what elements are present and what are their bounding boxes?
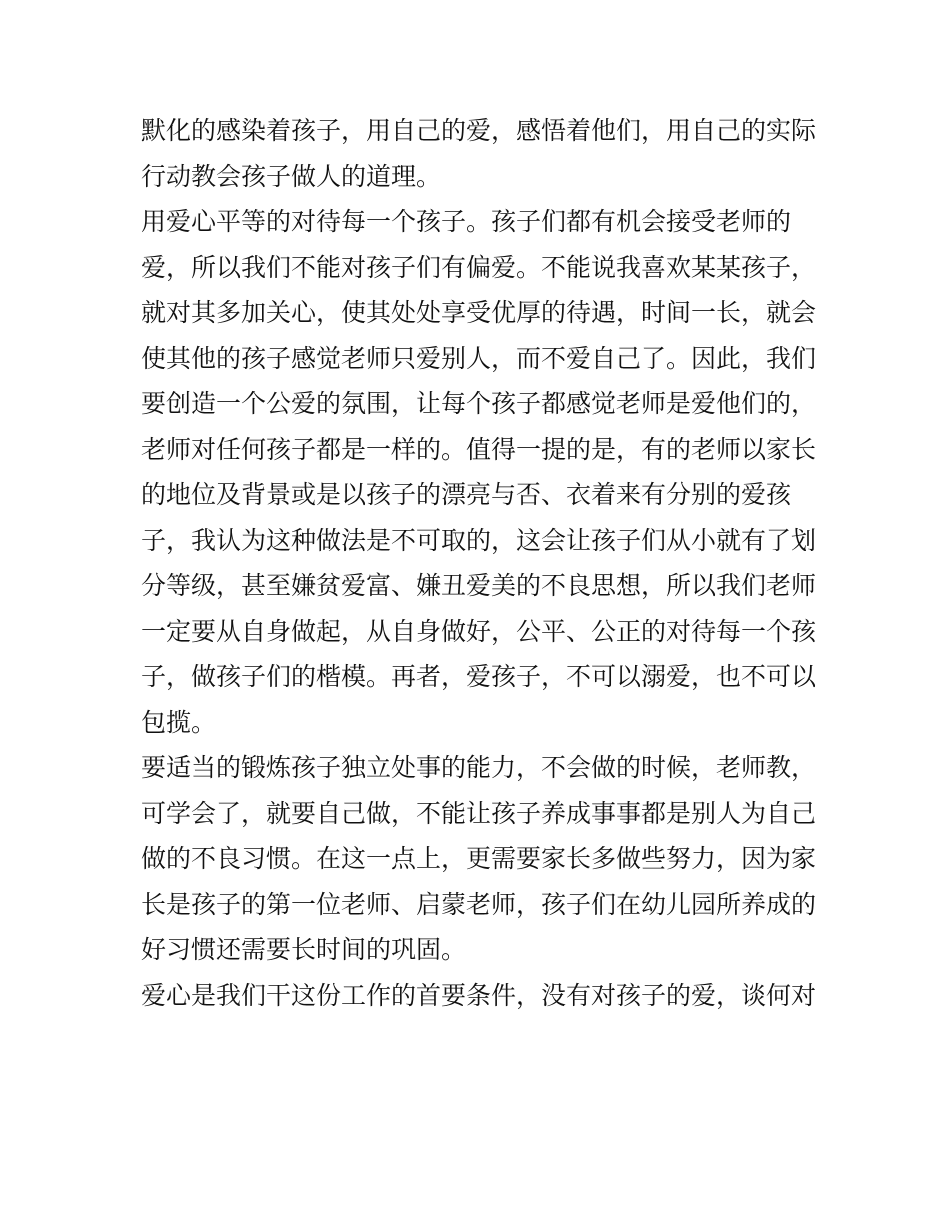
text-line: 可学会了，就要自己做，不能让孩子养成事事都是别人为自己 bbox=[141, 798, 817, 828]
text-line: 行动教会孩子做人的道理。 bbox=[141, 161, 442, 191]
text-line: 爱，所以我们不能对孩子们有偏爱。不能说我喜欢某某孩子， bbox=[141, 252, 817, 282]
text-line: 要适当的锻炼孩子独立处事的能力，不会做的时候，老师教， bbox=[141, 753, 817, 782]
text-line: 爱心是我们干这份工作的首要条件，没有对孩子的爱，谈何对 bbox=[141, 980, 817, 1010]
text-line: 包揽。 bbox=[141, 707, 217, 737]
text-line: 分等级，甚至嫌贫爱富、嫌丑爱美的不良思想，所以我们老师 bbox=[141, 571, 817, 600]
text-line: 一定要从自身做起，从自身做好，公平、公正的对待每一个孩 bbox=[141, 616, 817, 646]
text-line: 使其他的孩子感觉老师只爱别人，而不爱自己了。因此，我们 bbox=[141, 343, 817, 373]
text-line: 要创造一个公爱的氛围，让每个孩子都感觉老师是爱他们的， bbox=[141, 389, 817, 418]
text-line: 的地位及背景或是以孩子的漂亮与否、衣着来有分别的爱孩 bbox=[141, 480, 792, 509]
text-line: 做的不良习惯。在这一点上，更需要家长多做些努力，因为家 bbox=[141, 844, 817, 873]
text-line: 默化的感染着孩子，用自己的爱，感悟着他们，用自己的实际 bbox=[141, 116, 817, 145]
text-line: 子，做孩子们的楷模。再者，爱孩子，不可以溺爱，也不可以 bbox=[141, 662, 817, 691]
text-line: 子，我认为这种做法是不可取的，这会让孩子们从小就有了划 bbox=[141, 525, 817, 555]
text-line: 用爱心平等的对待每一个孩子。孩子们都有机会接受老师的 bbox=[141, 207, 792, 236]
text-line: 长是孩子的第一位老师、启蒙老师，孩子们在幼儿园所养成的 bbox=[141, 889, 817, 919]
body-text bbox=[141, 108, 821, 1018]
text-line: 老师对任何孩子都是一样的。值得一提的是，有的老师以家长 bbox=[141, 434, 817, 464]
text-line: 好习惯还需要长时间的巩固。 bbox=[141, 935, 467, 964]
text-line: 就对其多加关心，使其处处享受优厚的待遇，时间一长，就会 bbox=[141, 298, 817, 327]
